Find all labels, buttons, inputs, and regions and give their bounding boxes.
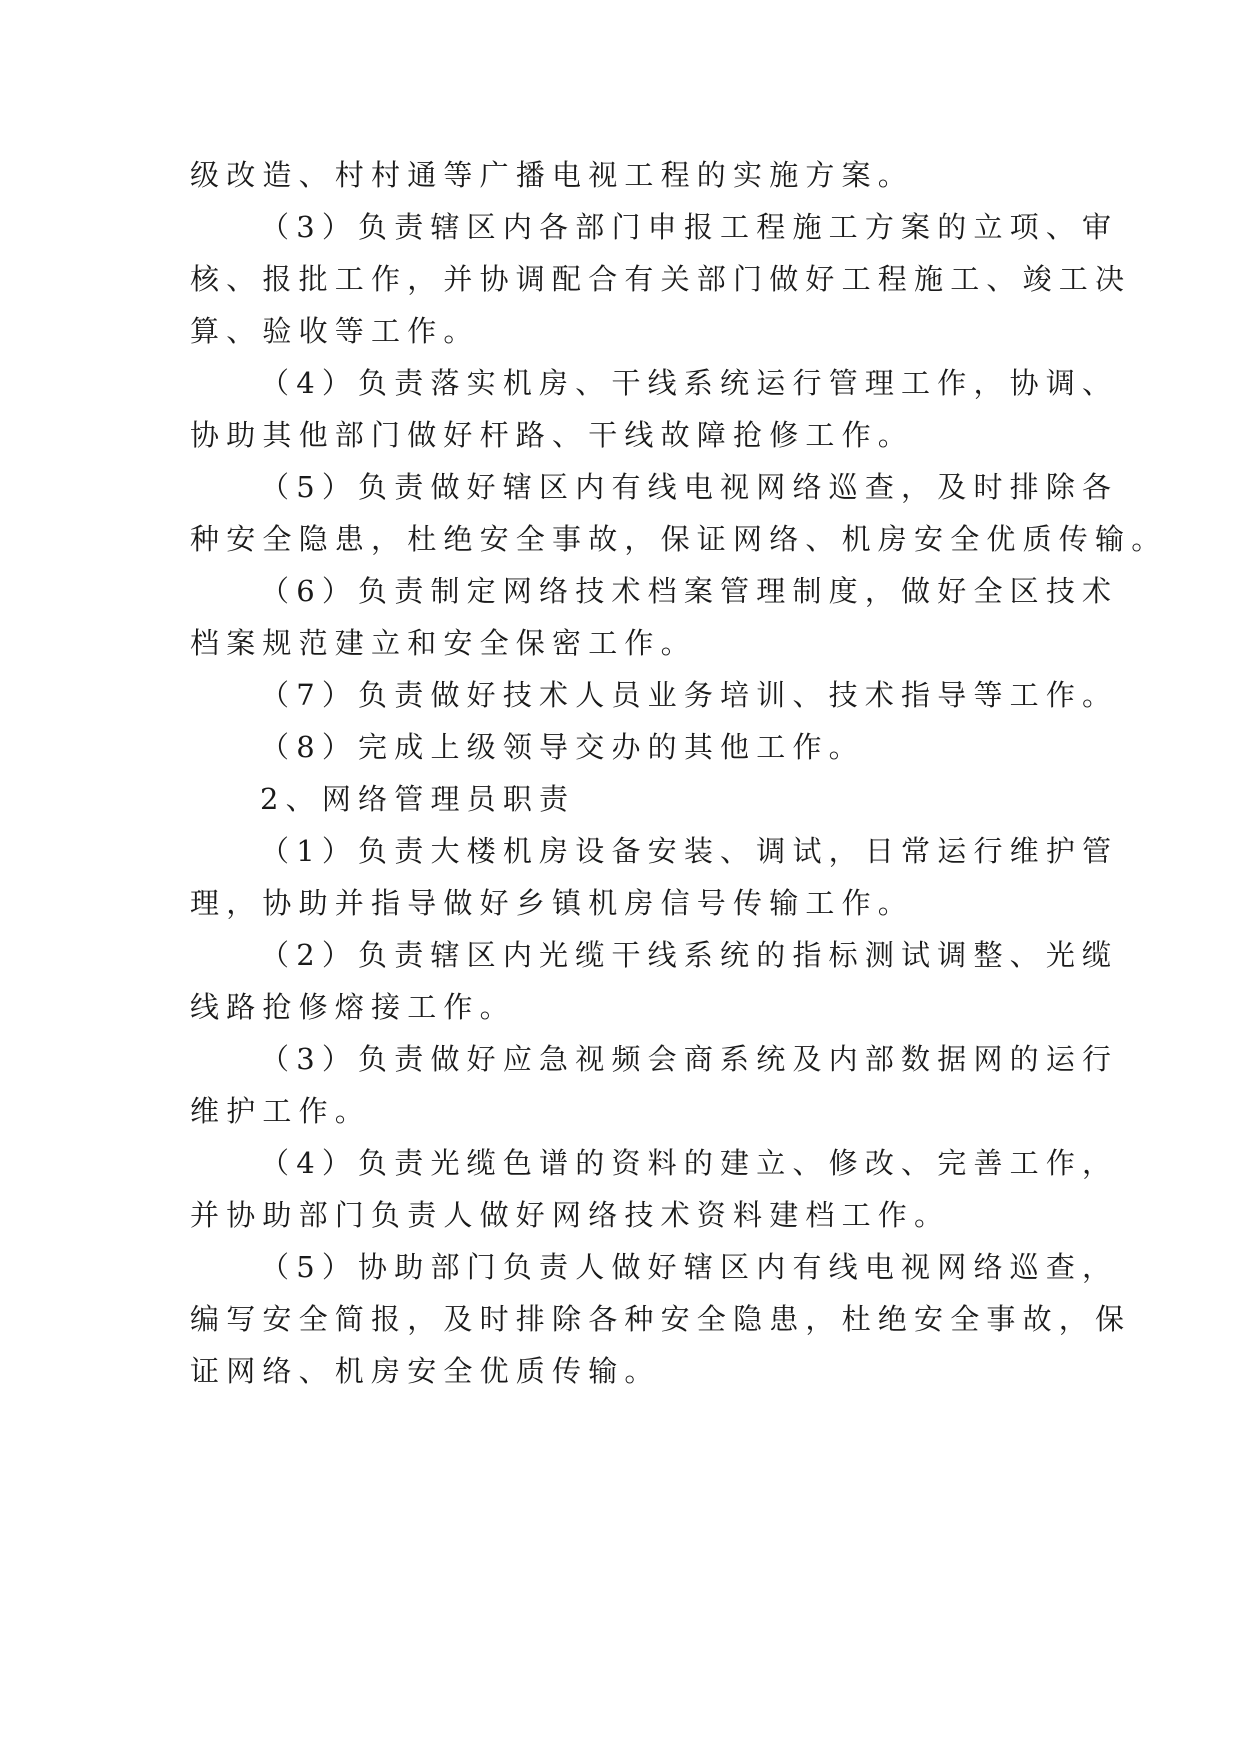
text-line: 理，协助并指导做好乡镇机房信号传输工作。	[190, 886, 915, 920]
text-line: 核、报批工作，并协调配合有关部门做好工程施工、竣工决	[190, 262, 1132, 296]
text-line: 种安全隐患，杜绝安全事故，保证网络、机房安全优质传输。	[190, 522, 1168, 556]
text-line: （8）完成上级领导交办的其他工作。	[260, 730, 865, 764]
text-line: 算、验收等工作。	[190, 314, 480, 348]
text-line: 线路抢修熔接工作。	[190, 990, 516, 1024]
text-line: 级改造、村村通等广播电视工程的实施方案。	[190, 158, 915, 192]
text-line: （5）负责做好辖区内有线电视网络巡查，及时排除各	[260, 470, 1119, 504]
text-line: （7）负责做好技术人员业务培训、技术指导等工作。	[260, 678, 1119, 712]
text-line: （4）负责光缆色谱的资料的建立、修改、完善工作，	[260, 1146, 1119, 1180]
text-line: （3）负责做好应急视频会商系统及内部数据网的运行	[260, 1042, 1119, 1076]
text-line: 档案规范建立和安全保密工作。	[190, 626, 697, 660]
text-line: （2）负责辖区内光缆干线系统的指标测试调整、光缆	[260, 938, 1119, 972]
text-line: 证网络、机房安全优质传输。	[190, 1354, 661, 1388]
text-line: （3）负责辖区内各部门申报工程施工方案的立项、审	[260, 210, 1119, 244]
section-heading: 2、网络管理员职责	[260, 782, 576, 816]
text-line: 并协助部门负责人做好网络技术资料建档工作。	[190, 1198, 951, 1232]
text-line: 协助其他部门做好杆路、干线故障抢修工作。	[190, 418, 915, 452]
text-line: （6）负责制定网络技术档案管理制度，做好全区技术	[260, 574, 1119, 608]
text-line: 编写安全简报，及时排除各种安全隐患，杜绝安全事故，保	[190, 1302, 1132, 1336]
text-line: （5）协助部门负责人做好辖区内有线电视网络巡查，	[260, 1250, 1119, 1284]
text-line: （4）负责落实机房、干线系统运行管理工作，协调、	[260, 366, 1119, 400]
text-line: 维护工作。	[190, 1094, 372, 1128]
text-line: （1）负责大楼机房设备安装、调试，日常运行维护管	[260, 834, 1119, 868]
